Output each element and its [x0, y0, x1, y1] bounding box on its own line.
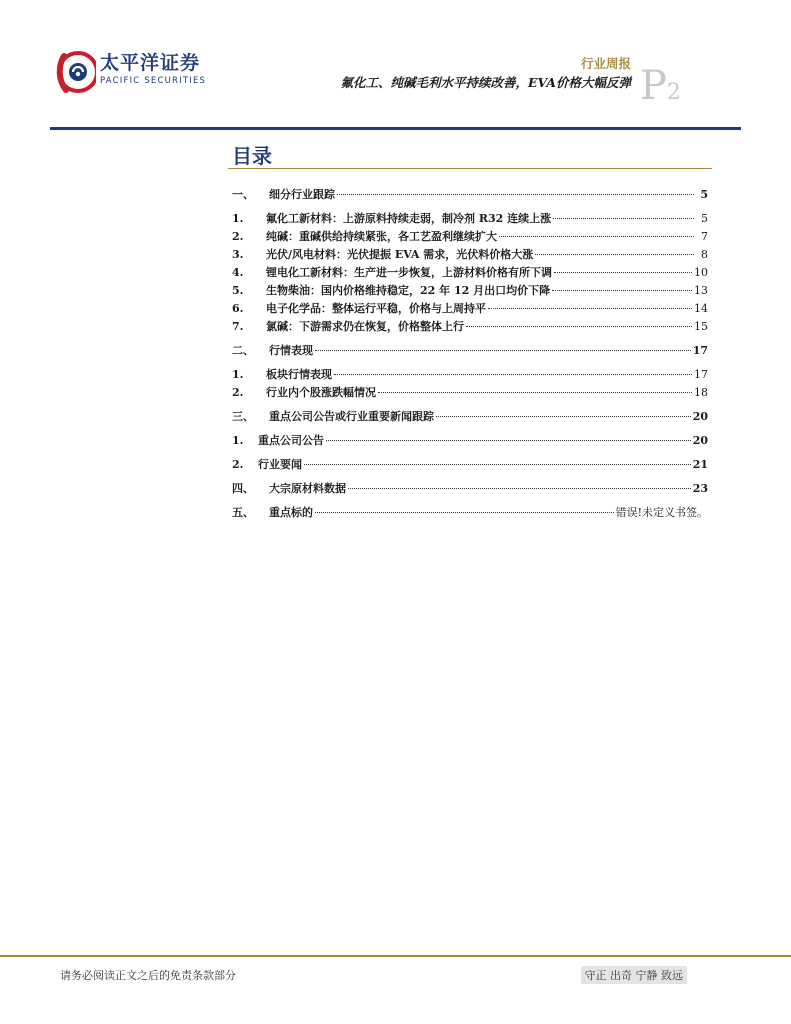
- toc-item-page: 14: [694, 302, 708, 315]
- toc-item[interactable]: [232, 384, 708, 402]
- toc-section[interactable]: [232, 504, 708, 522]
- toc-item-number: 3.: [232, 248, 244, 261]
- toc-item-number: 1.: [232, 434, 244, 447]
- toc-item-page: 15: [694, 320, 708, 333]
- toc-item[interactable]: [232, 228, 708, 246]
- toc-section[interactable]: [232, 480, 708, 498]
- page-number-value: 2: [666, 80, 681, 105]
- logo-text-cn: 太平洋证券: [100, 52, 201, 74]
- toc-item-page: 5: [701, 212, 708, 225]
- toc-item-title: 板块行情表现: [266, 368, 332, 381]
- toc-item-page: 21: [692, 458, 708, 471]
- toc-section-title: 重点标的: [269, 506, 313, 519]
- toc-item[interactable]: [232, 456, 708, 474]
- toc-item-title: 行业要闻: [258, 458, 302, 471]
- toc-section-number: 二、: [232, 344, 254, 357]
- toc-item-number: 7.: [232, 320, 244, 333]
- toc-item-page: 10: [694, 266, 708, 279]
- header-divider: [50, 127, 741, 130]
- toc-leader: [552, 290, 692, 291]
- footer-slogan: 守正 出奇 宁静 致远: [581, 966, 688, 984]
- toc-leader: [499, 236, 694, 237]
- toc-leader: [315, 512, 614, 513]
- toc-section-page: 17: [692, 344, 708, 357]
- toc-section-page: 20: [692, 410, 708, 423]
- toc-item-number: 6.: [232, 302, 244, 315]
- toc-item-title: 锂电化工新材料：生产进一步恢复，上游材料价格有所下调: [266, 266, 552, 279]
- company-logo: [56, 44, 216, 100]
- toc-leader: [436, 416, 691, 417]
- page-number: [640, 63, 681, 109]
- toc-section-number: 一、: [232, 188, 254, 201]
- toc-section-number: 四、: [232, 482, 254, 495]
- toc-item[interactable]: [232, 366, 708, 384]
- toc-section[interactable]: [232, 186, 708, 204]
- toc-item-title: 生物柴油：国内价格维持稳定，22 年 12 月出口均价下降: [266, 284, 551, 297]
- toc-section-page: 错误!未定义书签。: [615, 506, 708, 519]
- toc-item[interactable]: [232, 210, 708, 228]
- pacific-securities-logo-icon: [56, 44, 96, 100]
- logo-text-en: PACIFIC SECURITIES: [100, 76, 207, 86]
- toc-item-number: 1.: [232, 368, 244, 381]
- toc-item-title: 氟化工新材料：上游原料持续走弱，制冷剂 R32 连续上涨: [266, 212, 552, 225]
- toc-item-title: 氯碱：下游需求仍在恢复，价格整体上行: [266, 320, 464, 333]
- toc-section[interactable]: [232, 342, 708, 360]
- toc-leader: [334, 374, 692, 375]
- toc-section-title: 细分行业跟踪: [269, 188, 335, 201]
- toc-title: 目录: [232, 144, 272, 168]
- toc-leader: [378, 392, 692, 393]
- toc-item[interactable]: [232, 246, 708, 264]
- toc-section-title: 大宗原材料数据: [269, 482, 346, 495]
- toc-leader: [466, 326, 692, 327]
- toc-leader: [315, 350, 691, 351]
- report-title: 氟化工、纯碱毛利水平持续改善，EVA价格大幅反弹: [340, 75, 631, 90]
- toc-item-page: 18: [694, 386, 708, 399]
- toc-item-page: 17: [694, 368, 708, 381]
- toc-item-page: 8: [701, 248, 708, 261]
- toc-section[interactable]: [232, 408, 708, 426]
- toc-item-number: 2.: [232, 458, 244, 471]
- toc-section-number: 三、: [232, 410, 254, 423]
- toc-item-title: 行业内个股涨跌幅情况: [266, 386, 376, 399]
- toc-leader: [553, 218, 694, 219]
- toc-section-page: 5: [700, 188, 708, 201]
- toc-leader: [337, 194, 694, 195]
- toc-item-number: 1.: [232, 212, 244, 225]
- toc-item-title: 重点公司公告: [258, 434, 324, 447]
- toc-item[interactable]: [232, 300, 708, 318]
- toc-leader: [348, 488, 691, 489]
- toc-section-title: 重点公司公告或行业重要新闻跟踪: [269, 410, 434, 423]
- toc-item-page: 7: [701, 230, 708, 243]
- table-of-contents: [232, 186, 708, 522]
- toc-item[interactable]: [232, 432, 708, 450]
- toc-title-underline: [228, 168, 712, 169]
- toc-item-page: 13: [694, 284, 708, 297]
- toc-item-page: 20: [692, 434, 708, 447]
- toc-item-title: 纯碱：重碱供给持续紧张，各工艺盈利继续扩大: [266, 230, 497, 243]
- toc-item[interactable]: [232, 282, 708, 300]
- toc-section-title: 行情表现: [269, 344, 313, 357]
- toc-item-number: 2.: [232, 386, 244, 399]
- toc-leader: [304, 464, 691, 465]
- footer-divider: [0, 955, 791, 957]
- page-mark: P: [640, 63, 667, 109]
- toc-item[interactable]: [232, 318, 708, 336]
- toc-item-title: 电子化学品：整体运行平稳，价格与上周持平: [266, 302, 486, 315]
- toc-leader: [535, 254, 694, 255]
- toc-item-number: 2.: [232, 230, 244, 243]
- toc-leader: [488, 308, 692, 309]
- report-type: 行业周报: [580, 56, 631, 71]
- toc-leader: [326, 440, 691, 441]
- footer-disclaimer: 请务必阅读正文之后的免责条款部分: [60, 969, 236, 982]
- toc-leader: [554, 272, 692, 273]
- toc-item[interactable]: [232, 264, 708, 282]
- toc-item-number: 5.: [232, 284, 244, 297]
- toc-item-number: 4.: [232, 266, 244, 279]
- toc-section-page: 23: [692, 482, 708, 495]
- toc-item-title: 光伏/风电材料：光伏提振 EVA 需求，光伏料价格大涨: [266, 248, 534, 261]
- toc-section-number: 五、: [232, 506, 254, 519]
